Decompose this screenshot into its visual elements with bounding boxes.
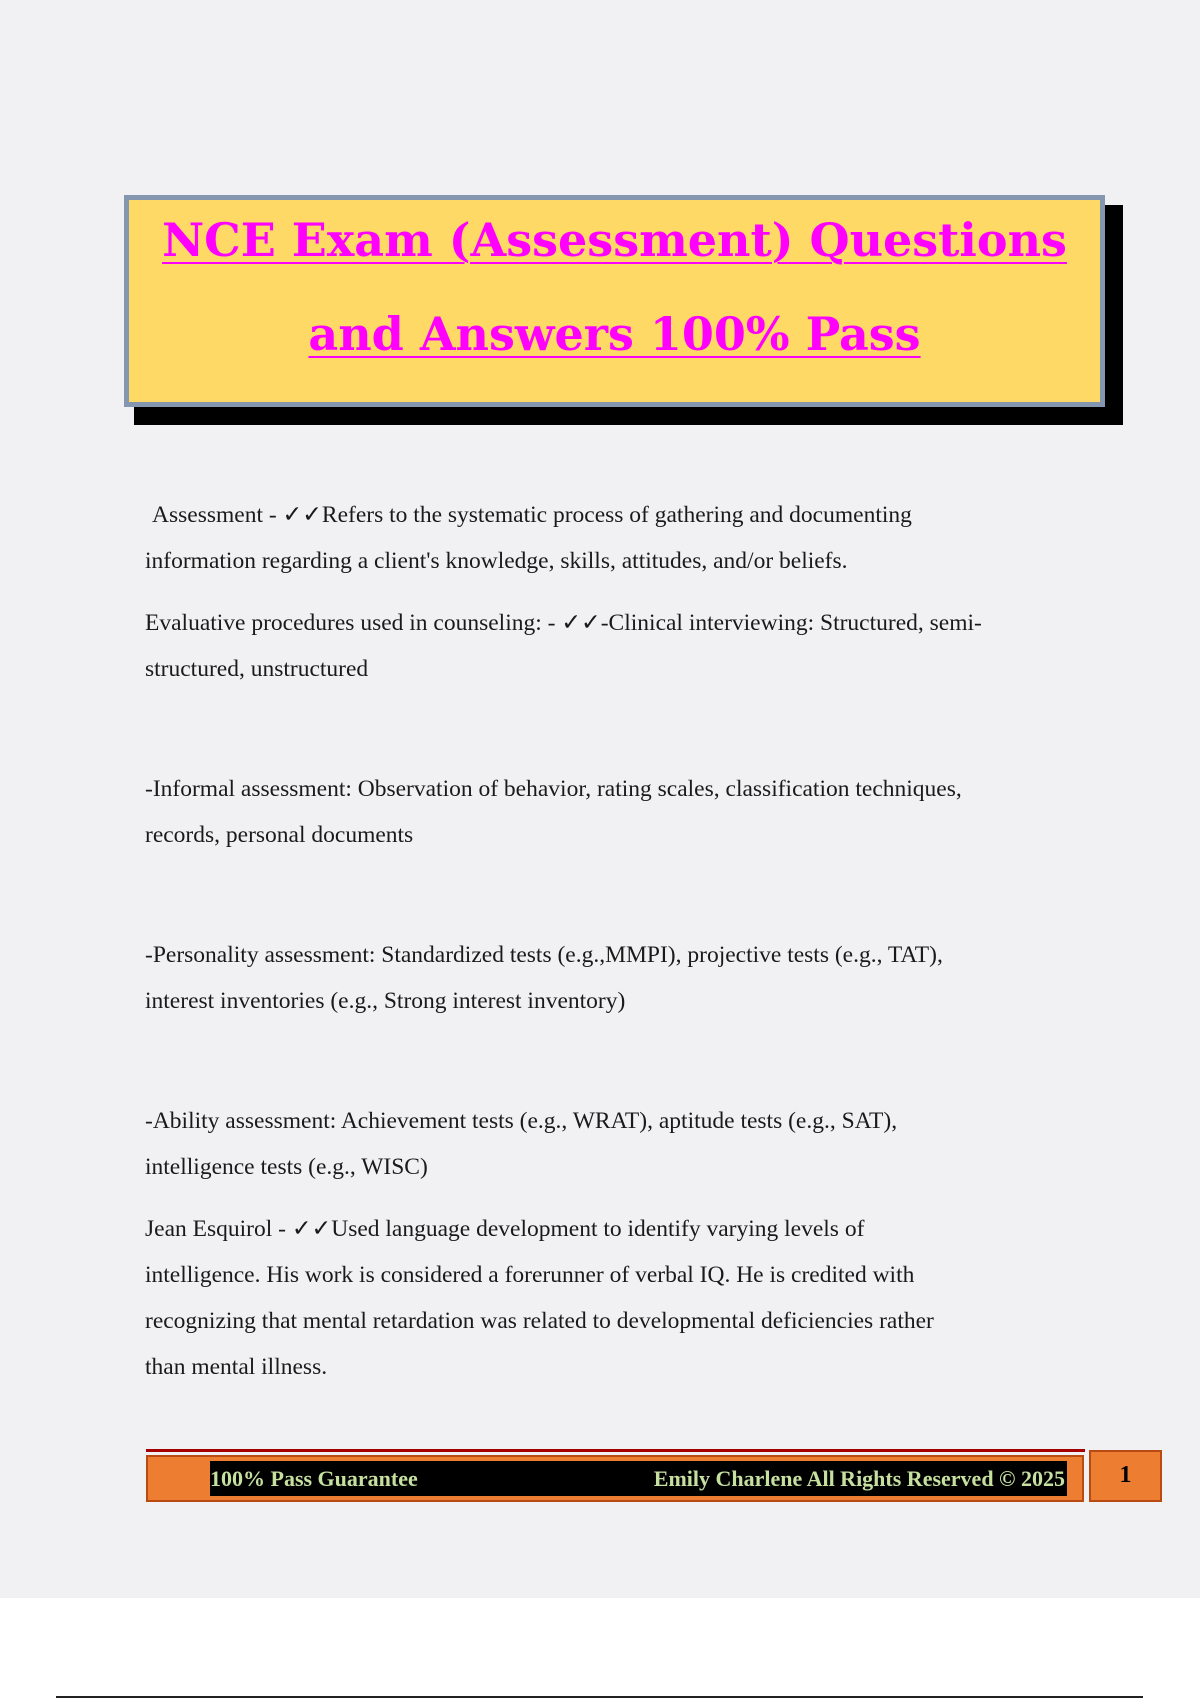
footer-bar [146, 1455, 1084, 1502]
title-line-2: and Answers 100% Pass [308, 307, 921, 361]
paragraph-evaluative-line-2: structured, unstructured [145, 656, 369, 682]
paragraph-assessment-line-2: information regarding a client's knowledge, skills, attitudes, and/or beliefs. [145, 548, 848, 574]
paragraph-evaluative-line-1: Evaluative procedures used in counseling: - ✓✓-Clinical interviewing: Structured, semi- [145, 610, 982, 636]
paragraph-assessment-line-1: Assessment - ✓✓Refers to the systematic process of gathering and documenting [152, 502, 912, 528]
footer-copyright-text: Emily Charlene All Rights Reserved © 2025 [653, 1466, 1065, 1491]
page-separator-line [56, 1696, 1143, 1698]
document-body [145, 492, 1095, 1390]
paragraph-esquirol-line-4: than mental illness. [145, 1354, 328, 1380]
paragraph-informal-line-1: -Informal assessment: Observation of behavior, rating scales, classification techniques, [145, 776, 962, 802]
paragraph-personality-line-2: interest inventories (e.g., Strong interest inventory) [145, 988, 626, 1014]
paragraph-esquirol-line-2: intelligence. His work is considered a forerunner of verbal IQ. He is credited with [145, 1262, 915, 1288]
page-number: 1 [1089, 1450, 1162, 1502]
paragraph-personality-line-1: -Personality assessment: Standardized tests (e.g.,MMPI), projective tests (e.g., TAT), [145, 942, 943, 968]
footer-divider [146, 1449, 1085, 1452]
paragraph-ability-line-2: intelligence tests (e.g., WISC) [145, 1154, 428, 1180]
footer-guarantee-text: 100% Pass Guarantee [210, 1466, 418, 1491]
footer-text-strip [210, 1461, 1067, 1496]
paragraph-ability-line-1: -Ability assessment: Achievement tests (e.g., WRAT), aptitude tests (e.g., SAT), [145, 1108, 898, 1134]
title-line-1: NCE Exam (Assessment) Questions [162, 213, 1067, 267]
title-box [124, 195, 1105, 407]
paragraph-esquirol-line-1: Jean Esquirol - ✓✓Used language development to identify varying levels of [145, 1216, 865, 1242]
paragraph-informal-line-2: records, personal documents [145, 822, 414, 848]
paragraph-esquirol-line-3: recognizing that mental retardation was related to developmental deficiencies rather [145, 1308, 934, 1334]
